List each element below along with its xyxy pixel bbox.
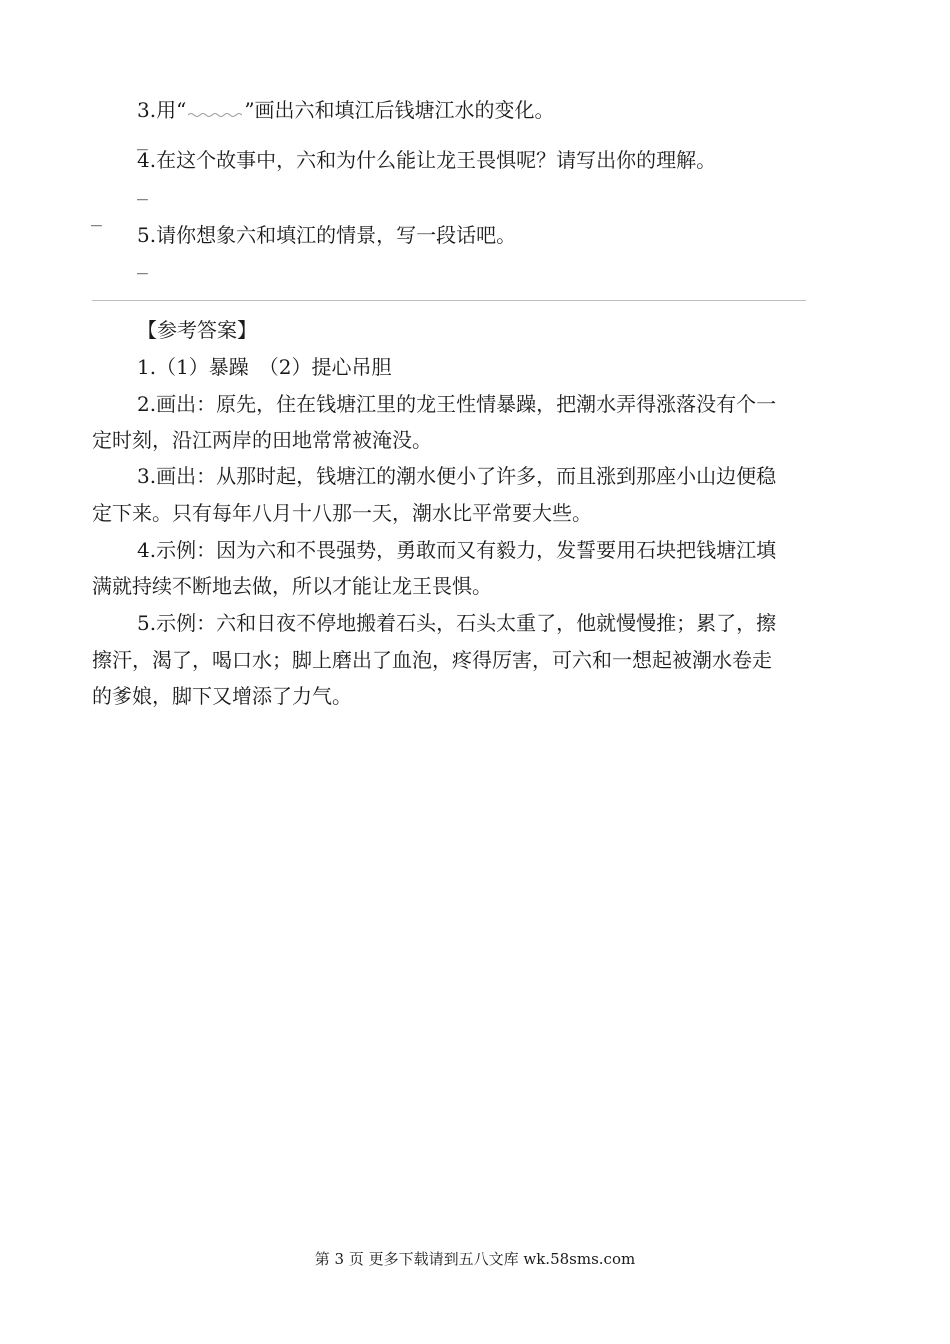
wavy-line-symbol bbox=[186, 98, 244, 122]
question-3 bbox=[137, 98, 555, 122]
answer-2-line-2: 定时刻，沿江两岸的田地常常被淹没。 bbox=[92, 428, 432, 452]
question-3-prefix: 3.用“ bbox=[137, 98, 187, 122]
answer-2-line-1: 2.画出：原先，住在钱塘江里的龙王性情暴躁，把潮水弄得涨落没有个一 bbox=[137, 392, 777, 416]
question-3-suffix: ”画出六和填江后钱塘江水的变化。 bbox=[244, 98, 555, 122]
answer-3-line-1: 3.画出：从那时起，钱塘江的潮水便小了许多，而且涨到那座小山边便稳 bbox=[137, 464, 777, 488]
question-4: 4.在这个故事中，六和为什么能让龙王畏惧呢？请写出你的理解。 bbox=[137, 148, 717, 172]
answers-heading: 【参考答案】 bbox=[137, 318, 257, 342]
answer-blank-5: _ bbox=[137, 254, 148, 275]
answer-5-line-1: 5.示例：六和日夜不停地搬着石头，石头太重了，他就慢慢推；累了，擦 bbox=[137, 611, 777, 635]
divider-line bbox=[92, 300, 806, 301]
page-footer: 第 3 页 更多下载请到五八文库 wk.58sms.com bbox=[314, 1250, 636, 1268]
answer-5-line-3: 的爹娘，脚下又增添了力气。 bbox=[92, 684, 352, 708]
answer-1: 1.（1）暴躁 （2）提心吊胆 bbox=[137, 355, 392, 379]
answer-4-line-1: 4.示例：因为六和不畏强势，勇敢而又有毅力，发誓要用石块把钱塘江填 bbox=[137, 538, 777, 562]
answer-4-line-2: 满就持续不断地去做，所以才能让龙王畏惧。 bbox=[92, 574, 492, 598]
answer-5-line-2: 擦汗，渴了，喝口水；脚上磨出了血泡，疼得厉害，可六和一想起被潮水卷走 bbox=[92, 648, 772, 672]
answer-3-line-2: 定下来。只有每年八月十八那一天，潮水比平常要大些。 bbox=[92, 501, 592, 525]
answer-blank-3: _ bbox=[137, 130, 148, 151]
answer-blank-4b: _ bbox=[91, 206, 102, 227]
question-5: 5.请你想象六和填江的情景，写一段话吧。 bbox=[137, 223, 517, 247]
answer-blank-4: _ bbox=[137, 180, 148, 201]
